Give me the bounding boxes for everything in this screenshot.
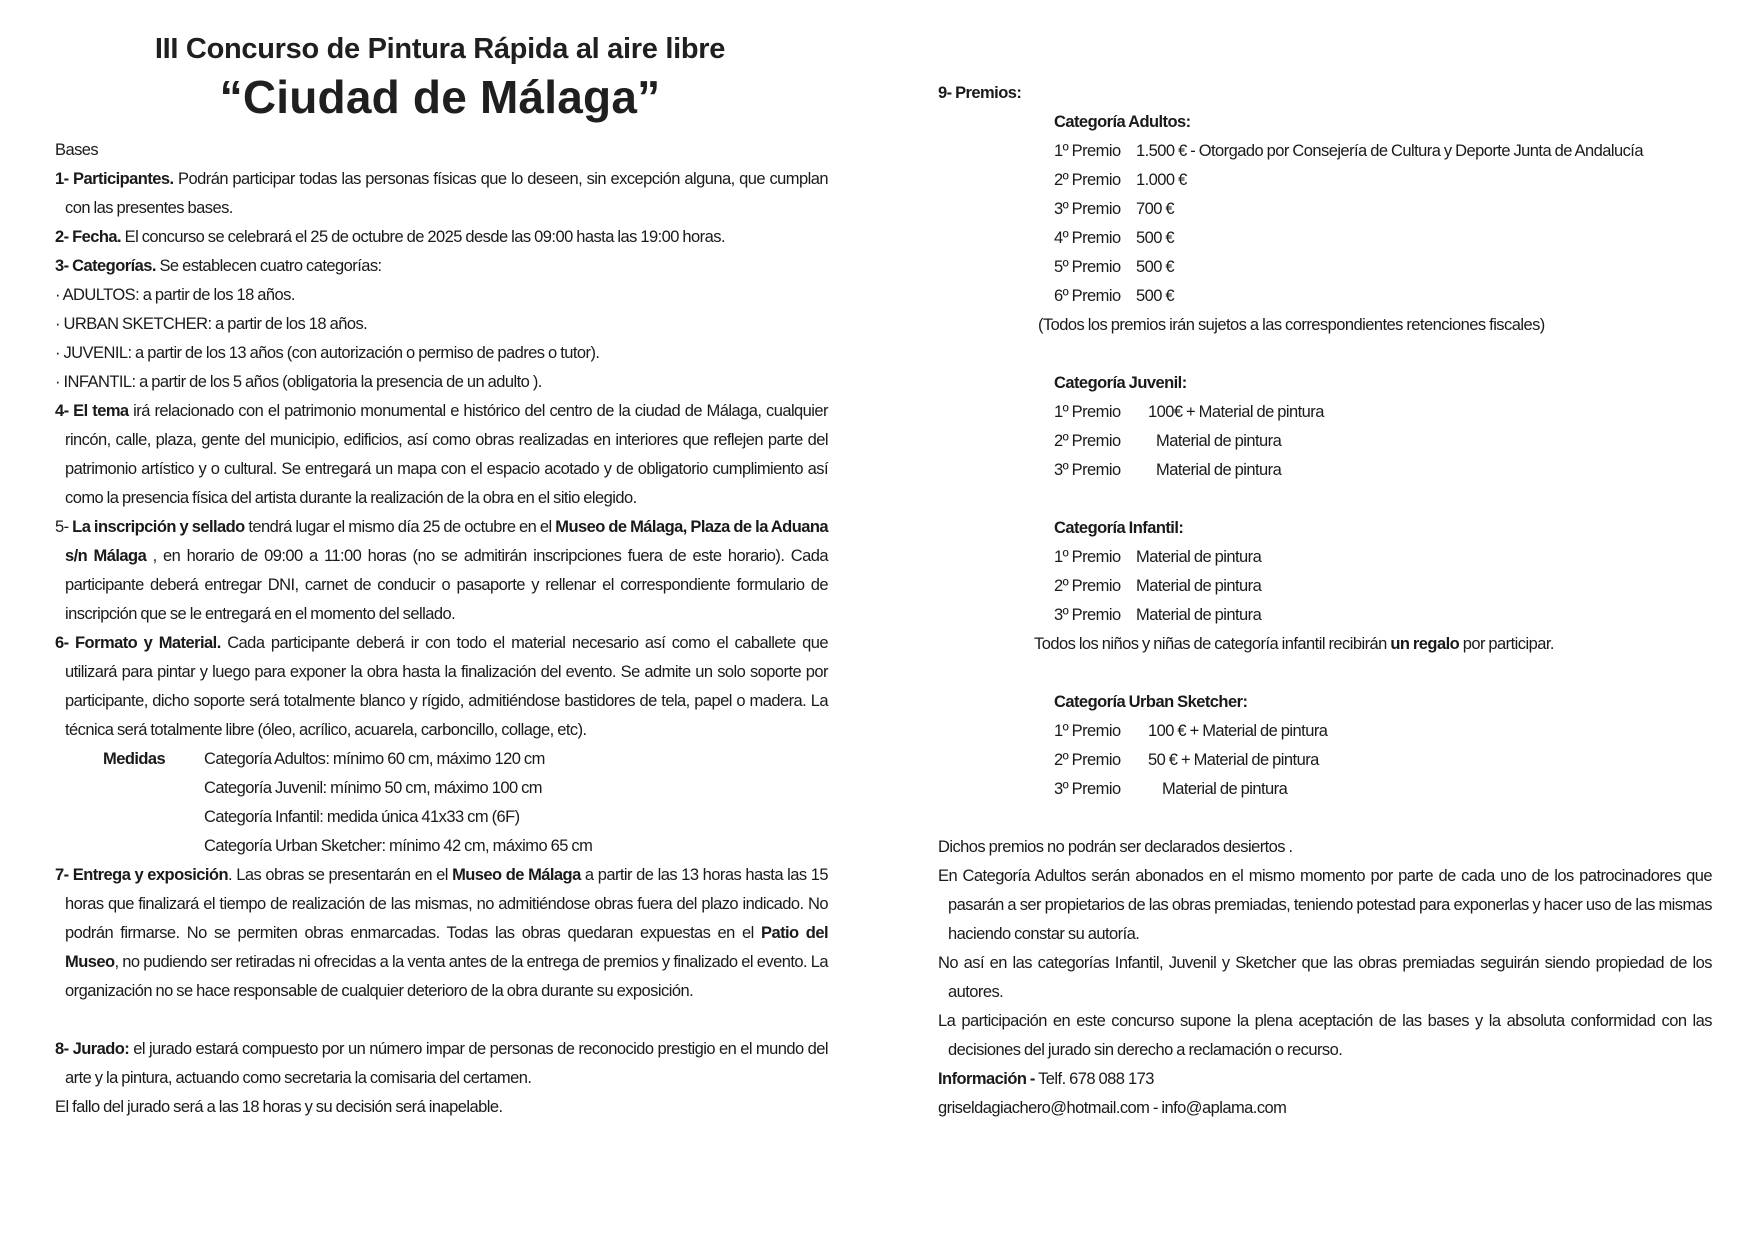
contest-title: III Concurso de Pintura Rápida al aire libre [154, 33, 726, 65]
prize-value: 100€ + Material de pintura [1148, 403, 1324, 421]
category-title: Categoría Infantil: [1054, 519, 1184, 537]
abonados-text: En Categoría Adultos serán abonados en el mismo momento por parte de cada uno de los patrocinadores que pasarán a ser propietarios de las obras premiadas, teniendo potestad para exponerlas y hacer uso de las mismas haciendo constar su autoría. [938, 867, 1712, 943]
spacer [938, 659, 1712, 688]
prize-value: Material de pintura [1136, 606, 1262, 624]
fallo-text: El fallo del jurado será a las 18 horas y su decisión será inapelable. [55, 1098, 503, 1116]
prize-row [1054, 775, 1712, 804]
propiedad-text: No así en las categorías Infantil, Juvenil y Sketcher que las obras premiadas seguirán siendo propiedad de los autores. [938, 954, 1712, 1001]
prize-value: Material de pintura [1136, 577, 1262, 595]
prize-row [1054, 137, 1712, 166]
section-text: a partir de las 13 horas hasta las 15 horas que finalizará el tiempo de realización de las mismas, no admitiéndose obras fuera del plazo indicado. No podrán firmarse. No se permiten obras enmarcadas. Todas las obras quedaran expuestas en el [65, 866, 828, 942]
section-prefix: 5- [55, 518, 73, 536]
category-title: Categoría Urban Sketcher: [1054, 693, 1248, 711]
aceptacion-text: La participación en este concurso supone la plena aceptación de las bases y la absoluta conformidad con las decisiones del jurado sin derecho a reclamación o recurso. [938, 1012, 1712, 1059]
prize-label: 2º Premio [1054, 751, 1121, 769]
section-tema [55, 397, 828, 513]
section-categorias [55, 252, 828, 281]
medidas-label: Medidas [103, 750, 166, 768]
prize-label: 4º Premio [1054, 229, 1121, 247]
prize-row [1054, 572, 1712, 601]
section-text: el jurado estará compuesto por un número impar de personas de reconocido prestigio en el mundo del arte y la pintura, actuando como secretaria la comisaria del certamen. [65, 1040, 828, 1087]
prize-value: 50 € + Material de pintura [1148, 751, 1319, 769]
section-entrega [55, 861, 828, 1006]
prize-label: 1º Premio [1054, 142, 1121, 160]
medidas-list [204, 745, 828, 861]
section-label: 3- Categorías. [55, 257, 156, 275]
prize-value: 1.000 € [1136, 171, 1187, 189]
prize-row [1054, 746, 1712, 775]
category-juvenil [938, 369, 1712, 485]
section-text: Podrán participar todas las personas físicas que lo deseen, sin excepción alguna, que cumplan con las presentes bases. [65, 170, 828, 217]
venue-name: Museo de Málaga [452, 866, 581, 884]
prize-label: 1º Premio [1054, 403, 1121, 421]
note-text: Todos los niños y niñas de categoría infantil recibirán [1034, 635, 1391, 653]
info-phone: Telf. 678 088 173 [1034, 1070, 1154, 1088]
section-label: 7- Entrega y exposición [55, 866, 228, 884]
section-jurado [55, 1035, 828, 1093]
category-infantil [938, 514, 1712, 630]
info-line [938, 1065, 1712, 1094]
spacer [938, 804, 1712, 833]
prize-value: 1.500 € - Otorgado por Consejería de Cultura y Deporte Junta de Andalucía [1136, 142, 1643, 160]
section-text: irá relacionado con el patrimonio monumental e histórico del centro de la ciudad de Málaga, cualquier rincón, calle, plaza, gente del municipio, edificios, así como obras realizadas en interiores que reflejen parte del patrimonio artístico y o cultural. Se entregará un mapa con el espacio acotado y de obligatorio cumplimiento así como la presencia física del artista durante la realización de la obra en el sitio elegido. [65, 402, 828, 507]
spacer [938, 340, 1712, 369]
section-text: Se establecen cuatro categorías: [155, 257, 382, 275]
category-item: · JUVENIL: a partir de los 13 años (con autorización o permiso de padres o tutor). [55, 344, 600, 362]
medida-item: Categoría Urban Sketcher: mínimo 42 cm, máximo 65 cm [204, 837, 593, 855]
section-text: El concurso se celebrará el 25 de octubre de 2025 desde las 09:00 hasta las 19:00 horas. [121, 228, 725, 246]
prize-label: 2º Premio [1054, 577, 1121, 595]
prize-row [1054, 398, 1712, 427]
prize-value: 700 € [1136, 200, 1175, 218]
bases-heading: Bases [55, 141, 99, 159]
premios-column [938, 79, 1712, 1123]
prize-label: 6º Premio [1054, 287, 1121, 305]
section-text: , no pudiendo ser retiradas ni ofrecidas a la venta antes de la entrega de premios y finalizado el evento. La organización no se hace responsable de cualquier deterioro de la obra durante su exposición. [65, 953, 828, 1000]
section-text: . Las obras se presentarán en el [228, 866, 453, 884]
prize-row [1054, 427, 1712, 456]
prize-row [1054, 717, 1712, 746]
prize-value: 500 € [1136, 258, 1175, 276]
prize-label: 2º Premio [1054, 171, 1121, 189]
venue-patio: Patio del Museo [65, 924, 828, 971]
prize-row [1054, 601, 1712, 630]
contact-emails: griseldagiachero@hotmail.com - info@aplama.com [938, 1099, 1287, 1117]
section-text: , en horario de 09:00 a 11:00 horas (no se admitirán inscripciones fuera de este horario). Cada participante deberá entregar DNI, carnet de conducir o pasaporte y rellenar el correspondiente formulario de inscripción que se le entregará en el momento del sellado. [65, 547, 828, 623]
note-text: por participar. [1459, 635, 1554, 653]
section-formato [55, 629, 828, 745]
section-text: tendrá lugar el mismo día 25 de octubre en el [244, 518, 556, 536]
category-adultos [938, 108, 1712, 311]
prize-row [1054, 253, 1712, 282]
fiscal-note: (Todos los premios irán sujetos a las correspondientes retenciones fiscales) [1038, 316, 1545, 334]
section-label: 4- El tema [55, 402, 129, 420]
category-item: · ADULTOS: a partir de los 18 años. [55, 286, 295, 304]
medida-item: Categoría Adultos: mínimo 60 cm, máximo 120 cm [204, 750, 545, 768]
note-highlight: un regalo [1390, 635, 1460, 653]
prize-row [1054, 282, 1712, 311]
category-title: Categoría Adultos: [1054, 113, 1191, 131]
prize-label: 2º Premio [1054, 432, 1121, 450]
section-label: La inscripción y sellado [72, 518, 245, 536]
prize-label: 1º Premio [1054, 548, 1121, 566]
prize-label: 3º Premio [1054, 606, 1121, 624]
section-label: 1- Participantes. [55, 170, 174, 188]
section-label: 2- Fecha. [55, 228, 122, 246]
prize-row [1054, 195, 1712, 224]
prize-value: 500 € [1136, 229, 1175, 247]
category-title: Categoría Juvenil: [1054, 374, 1187, 392]
desiertos-text: Dichos premios no podrán ser declarados desiertos . [938, 838, 1293, 856]
spacer [55, 1006, 828, 1035]
prize-value: Material de pintura [1156, 432, 1282, 450]
spacer [938, 485, 1712, 514]
prize-row [1054, 456, 1712, 485]
prize-value: 100 € + Material de pintura [1148, 722, 1328, 740]
infantil-note [938, 630, 1712, 659]
prize-value: Material de pintura [1156, 461, 1282, 479]
prize-label: 1º Premio [1054, 722, 1121, 740]
section-inscripcion [55, 513, 828, 629]
section-text: Cada participante deberá ir con todo el material necesario así como el caballete que utilizará para pintar y luego para exponer la obra hasta la finalización del evento. Se admite un solo soporte por participante, dicho soporte será totalmente blanco y rígido, admitiéndose bastidores de tela, papel o madera. La técnica será totalmente libre (óleo, acrílico, acuarela, carboncillo, collage, etc). [65, 634, 828, 739]
contest-name: “Ciudad de Málaga” [219, 71, 661, 123]
category-item: · INFANTIL: a partir de los 5 años (obligatoria la presencia de un adulto ). [55, 373, 542, 391]
category-urban-sketcher [938, 688, 1712, 804]
medida-item: Categoría Juvenil: mínimo 50 cm, máximo 100 cm [204, 779, 543, 797]
prize-value: 500 € [1136, 287, 1175, 305]
prize-label: 3º Premio [1054, 200, 1121, 218]
info-label: Información - [938, 1070, 1035, 1088]
section-fecha [55, 223, 828, 252]
section-participantes [55, 165, 828, 223]
prize-row [1054, 543, 1712, 572]
medida-item: Categoría Infantil: medida única 41x33 cm (6F) [204, 808, 520, 826]
premios-heading: 9- Premios: [938, 84, 1022, 102]
section-label: 8- Jurado: [55, 1040, 130, 1058]
medidas-block [55, 745, 828, 861]
venue-name: Museo de Málaga, Plaza de la Aduana s/n Málaga [65, 518, 829, 565]
prize-value: Material de pintura [1162, 780, 1288, 798]
category-item: · URBAN SKETCHER: a partir de los 18 años. [55, 315, 368, 333]
prize-row [1054, 166, 1712, 195]
prize-label: 5º Premio [1054, 258, 1121, 276]
section-label: 6- Formato y Material. [55, 634, 221, 652]
prize-label: 3º Premio [1054, 461, 1121, 479]
bases-column [55, 136, 828, 1122]
prize-row [1054, 224, 1712, 253]
prize-value: Material de pintura [1136, 548, 1262, 566]
prize-label: 3º Premio [1054, 780, 1121, 798]
